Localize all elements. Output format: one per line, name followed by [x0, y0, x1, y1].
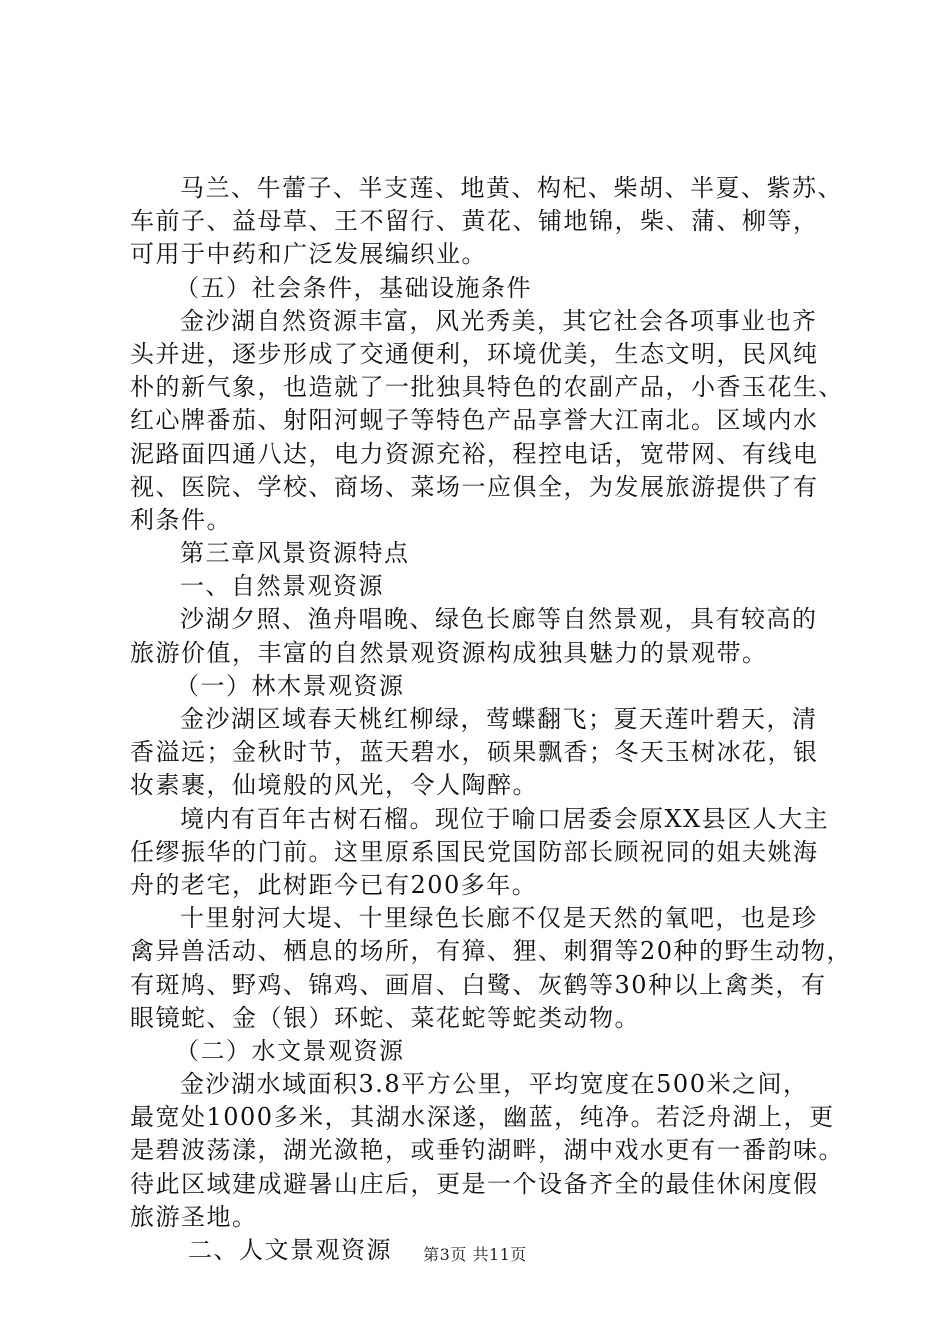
text-line: 金沙湖水域面积3.8平方公里，平均宽度在500米之间， — [180, 1070, 809, 1099]
section-heading: 二、人文景观资源 — [188, 1236, 392, 1264]
text-line: 泥路面四通八达，电力资源充裕，程控电话，宽带网、有线电 — [130, 439, 819, 468]
section-heading: 一、自然景观资源 — [180, 572, 384, 601]
text-line: 旅游价值，丰富的自然景观资源构成独具魅力的景观带。 — [130, 638, 768, 667]
text-line: 车前子、益母草、王不留行、黄花、铺地锦，柴、蒲、柳等， — [130, 207, 819, 236]
text-line: 红心牌番茄、射阳河蚬子等特色产品享誉大江南北。区域内水 — [130, 406, 819, 435]
section-heading: （五）社会条件，基础设施条件 — [175, 273, 532, 302]
text-line: 朴的新气象，也造就了一批独具特色的农副产品，小香玉花生、 — [130, 373, 844, 402]
chapter-heading: 第三章风景资源特点 — [180, 539, 410, 568]
text-line: 十里射河大堤、十里绿色长廊不仅是天然的氧吧，也是珍 — [180, 904, 818, 933]
text-line: 视、医院、学校、商场、菜场一应俱全，为发展旅游提供了有 — [130, 472, 819, 501]
text-line: 舟的老宅，此树距今已有200多年。 — [130, 870, 538, 899]
text-line: 马兰、牛蕾子、半支莲、地黄、构杞、柴胡、半夏、紫苏、 — [180, 174, 843, 202]
section-heading: （二）水文景观资源 — [175, 1036, 405, 1065]
section-heading: （一）林木景观资源 — [175, 671, 405, 700]
text-line: 任缪振华的门前。这里原系国民党国防部长顾祝同的姐夫姚海 — [130, 837, 819, 866]
text-line: 境内有百年古树石榴。现位于喻口居委会原XX县区人大主 — [180, 804, 830, 833]
text-line: 妆素裹，仙境般的风光，令人陶醉。 — [130, 771, 538, 800]
text-line: 眼镜蛇、金（银）环蛇、菜花蛇等蛇类动物。 — [130, 1003, 640, 1032]
text-line: 香溢远；金秋时节，蓝天碧水，硕果飘香；冬天玉树冰花，银 — [130, 738, 819, 767]
page-number-footer: 第3页 共11页 — [423, 1245, 527, 1264]
text-line: 沙湖夕照、渔舟唱晚、绿色长廊等自然景观，具有较高的 — [180, 605, 818, 634]
text-line: 利条件。 — [130, 505, 232, 534]
document-body — [130, 172, 853, 1267]
text-line: 待此区域建成避暑山庄后，更是一个设备齐全的最佳休闲度假 — [130, 1169, 819, 1198]
text-line: 是碧波荡漾，湖光潋艳，或垂钓湖畔，湖中戏水更有一番韵味。 — [130, 1136, 844, 1165]
text-line: 可用于中药和广泛发展编织业。 — [130, 240, 487, 269]
text-line: 金沙湖区域春天桃红柳绿，莺蝶翻飞；夏天莲叶碧天，清 — [180, 705, 818, 733]
text-line: 禽异兽活动、栖息的场所，有獐、狸、刺猬等20种的野生动物， — [130, 937, 853, 966]
text-line: 金沙湖自然资源丰富，风光秀美，其它社会各项事业也齐 — [180, 306, 818, 335]
text-line: 有斑鸠、野鸡、锦鸡、画眉、白鹭、灰鹤等30种以上禽类，有 — [130, 970, 827, 999]
text-line: 头并进，逐步形成了交通便利，环境优美，生态文明，民风纯 — [130, 339, 819, 368]
text-line: 最宽处1000多米，其湖水深遂，幽蓝，纯净。若泛舟湖上，更 — [130, 1103, 835, 1132]
text-line: 旅游圣地。 — [130, 1202, 258, 1231]
